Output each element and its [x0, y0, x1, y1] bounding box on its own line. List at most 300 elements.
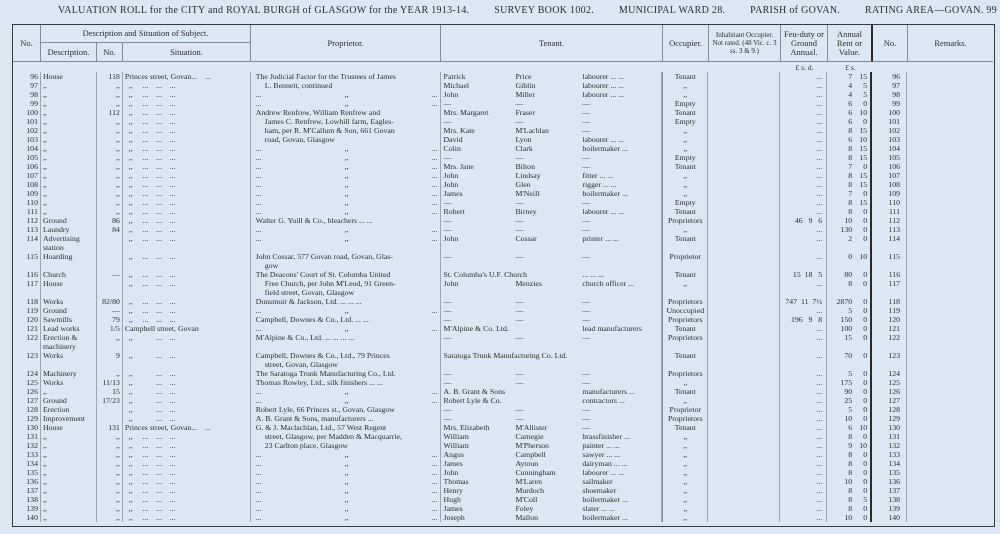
situation-cell: ,, ... ... ... — [123, 315, 251, 324]
rent-shillings-cell: 5 — [854, 81, 872, 90]
proprietor-cell: ... ,, ... — [251, 234, 441, 243]
street-number-cell: ,, — [97, 81, 123, 90]
description-cell: ,, — [41, 126, 97, 135]
row-number-cell: 137 — [13, 486, 41, 495]
situation-cell: ,, ... ... ... — [123, 225, 251, 234]
rent-pounds-cell: 5 — [848, 306, 853, 315]
header-tenant: Tenant. — [441, 25, 663, 62]
rent-shillings-cell: 0 — [854, 99, 872, 108]
situation-cell: ,, ... ... ... — [123, 279, 251, 288]
feu-duty-cell: ... — [780, 324, 827, 333]
tenant-surname-cell: M'Lachlan — [515, 126, 549, 135]
occupier-cell: Tenant — [662, 162, 708, 171]
tenant-first-name-cell: John — [443, 279, 459, 288]
situation-cell — [123, 360, 251, 369]
inhabitant-occupier-cell — [708, 396, 780, 405]
feu-duty-cell: ... — [780, 180, 827, 189]
remarks-cell — [907, 486, 993, 495]
description-cell: ,, — [41, 135, 97, 144]
feu-duty-cell: 15 18 5 — [780, 270, 827, 279]
rent-pounds-cell: 7 — [848, 189, 853, 198]
rent-pounds-cell: 15 — [844, 333, 853, 342]
rent-shillings-cell: 10 — [854, 108, 872, 117]
feu-duty-cell: ... — [780, 414, 827, 423]
tenant-surname-cell: Glen — [515, 180, 531, 189]
feu-duty-cell: ... — [780, 441, 827, 450]
tenant-surname-cell: M'Laren — [515, 477, 542, 486]
street-number-cell: ,, — [97, 162, 123, 171]
row-number-right-cell: 123 — [872, 351, 907, 360]
street-number-cell: 84 — [97, 225, 123, 234]
survey-book: SURVEY BOOK 1002. — [494, 5, 595, 16]
proprietor-cell: road, Govan, Glasgow — [251, 135, 441, 144]
tenant-occupation-cell — [580, 351, 662, 360]
table-row — [13, 180, 993, 189]
tenant-first-name-cell: John — [443, 90, 459, 99]
table-row — [13, 207, 993, 216]
tenant-first-name-cell: — — [443, 369, 452, 378]
feu-duty-cell: ... — [780, 81, 827, 90]
inhabitant-occupier-cell — [708, 306, 780, 315]
row-number-right-cell: 118 — [872, 297, 907, 306]
feu-duty-cell: ... — [780, 90, 827, 99]
description-cell: ,, — [41, 495, 97, 504]
proprietor-cell: ... ,, ... — [251, 90, 441, 99]
row-number-right-cell: 128 — [872, 405, 907, 414]
row-number-right-cell: 126 — [872, 387, 907, 396]
proprietor-cell: Dunsmuir & Jackson, Ltd. ... ... ... — [251, 297, 441, 306]
description-cell: House — [41, 72, 97, 81]
feu-duty-cell — [780, 261, 827, 270]
proprietor-cell: ... ,, ... — [251, 468, 441, 477]
rent-shillings-cell — [854, 360, 872, 369]
rent-pounds-cell: 8 — [848, 432, 853, 441]
rent-pounds-cell — [827, 342, 854, 351]
feu-duty-cell: ... — [780, 189, 827, 198]
description-cell: Ground — [41, 306, 97, 315]
remarks-cell — [907, 315, 993, 324]
feu-duty-cell: ... — [780, 225, 827, 234]
row-number-right-cell: 102 — [872, 126, 907, 135]
table-row — [13, 351, 993, 360]
table-row — [13, 81, 993, 90]
street-number-cell: ,, — [97, 171, 123, 180]
rent-pounds-cell: 8 — [848, 198, 853, 207]
tenant-first-name-cell: Joseph — [443, 513, 465, 522]
page-number: 99 — [986, 5, 997, 16]
occupier-cell: ,, — [662, 378, 708, 387]
tenant-occupation-cell: — — [580, 252, 662, 261]
description-cell: ,, — [41, 468, 97, 477]
occupier-cell — [662, 288, 708, 297]
header-proprietor: Proprietor. — [251, 25, 441, 62]
rent-pounds-cell: 4 — [848, 90, 853, 99]
row-number-cell: 135 — [13, 468, 41, 477]
row-number-cell — [13, 243, 41, 252]
remarks-cell — [907, 99, 993, 108]
street-number-cell — [97, 288, 123, 297]
remarks-cell — [907, 423, 993, 432]
situation-cell: ,, ... ... ... — [123, 153, 251, 162]
feu-duty-cell: ... — [780, 504, 827, 513]
rent-pounds-cell: 10 — [844, 216, 853, 225]
row-number-right-cell: 96 — [872, 72, 907, 81]
inhabitant-occupier-cell — [708, 72, 780, 81]
inhabitant-occupier-cell — [708, 135, 780, 144]
rent-shillings-cell: 0 — [854, 369, 872, 378]
remarks-cell — [907, 279, 993, 288]
situation-cell: ,, ... ... ... — [123, 126, 251, 135]
street-number-cell: 86 — [97, 216, 123, 225]
feu-duty-cell: ... — [780, 306, 827, 315]
remarks-cell — [907, 135, 993, 144]
rent-shillings-cell: 0 — [854, 504, 872, 513]
tenant-first-name-cell: Robert Lyle & Co. — [443, 396, 502, 405]
table-row — [13, 468, 993, 477]
row-number-cell: 104 — [13, 144, 41, 153]
tenant-first-name-cell: Mrs. Margaret — [443, 108, 489, 117]
remarks-cell — [907, 171, 993, 180]
tenant-occupation-cell: — — [580, 216, 662, 225]
row-number-cell: 125 — [13, 378, 41, 387]
row-number-cell: 106 — [13, 162, 41, 171]
remarks-cell — [907, 198, 993, 207]
situation-cell: ,, ... ... ... — [123, 495, 251, 504]
tenant-occupation-cell: rigger ... ... — [580, 180, 662, 189]
street-number-cell: ,, — [97, 90, 123, 99]
remarks-cell — [907, 333, 993, 342]
table-row — [13, 423, 993, 432]
proprietor-cell: ... ,, ... — [251, 387, 441, 396]
tenant-occupation-cell: — — [580, 405, 662, 414]
street-number-cell: ,, — [97, 207, 123, 216]
remarks-cell — [907, 108, 993, 117]
remarks-cell — [907, 396, 993, 405]
tenant-first-name-cell: — — [443, 315, 452, 324]
proprietor-cell: The Deacons' Court of St. Columba United — [251, 270, 441, 279]
row-number-cell: 100 — [13, 108, 41, 117]
tenant-first-name-cell: — — [443, 252, 452, 261]
street-number-cell: ,, — [97, 144, 123, 153]
rent-shillings-cell — [854, 243, 872, 252]
tenant-surname-cell: Lindsay — [515, 171, 541, 180]
proprietor-cell: Walter G. Yuill & Co., bleachers ... ... — [251, 216, 441, 225]
rent-pounds-cell: 6 — [848, 423, 853, 432]
rent-pounds-cell: 5 — [848, 405, 853, 414]
tenant-first-name-cell: Saratoga Trunk Manufacturing Co. Ltd. — [443, 351, 568, 360]
municipal-ward: MUNICIPAL WARD 28. — [618, 5, 726, 16]
table-row — [13, 252, 993, 261]
tenant-occupation-cell: — — [580, 414, 662, 423]
table-row — [13, 378, 993, 387]
inhabitant-occupier-cell — [708, 234, 780, 243]
tenant-occupation-cell: — — [580, 108, 662, 117]
tenant-surname-cell: M'Pherson — [515, 441, 549, 450]
remarks-cell — [907, 477, 993, 486]
tenant-surname-cell: Clark — [515, 144, 533, 153]
row-number-right-cell — [872, 288, 907, 297]
street-number-cell: ,, — [97, 189, 123, 198]
proprietor-cell: ... ,, ... — [251, 207, 441, 216]
tenant-surname-cell: Aytoun — [515, 459, 539, 468]
remarks-cell — [907, 495, 993, 504]
situation-cell: ,, ... ... ... — [123, 135, 251, 144]
row-number-right-cell: 110 — [872, 198, 907, 207]
rent-pounds-cell: 4 — [848, 81, 853, 90]
rent-pounds-cell: 6 — [848, 108, 853, 117]
remarks-cell — [907, 441, 993, 450]
tenant-occupation-cell: — — [580, 315, 662, 324]
street-number-cell: ,, — [97, 459, 123, 468]
rent-shillings-cell: 0 — [854, 207, 872, 216]
row-number-cell: 119 — [13, 306, 41, 315]
description-cell: Improvement — [41, 414, 97, 423]
rent-pounds-cell: 9 — [848, 441, 853, 450]
rent-shillings-cell: 0 — [854, 468, 872, 477]
street-number-cell: 82/80 — [97, 297, 123, 306]
rent-shillings-cell: 0 — [854, 396, 872, 405]
row-number-cell: 102 — [13, 126, 41, 135]
tenant-surname-cell — [513, 288, 580, 297]
tenant-surname-cell — [513, 261, 580, 270]
remarks-cell — [907, 306, 993, 315]
description-cell — [41, 261, 97, 270]
street-number-cell: ,, — [97, 450, 123, 459]
proprietor-cell: Campbell, Downes & Co., Ltd., 79 Princes — [251, 351, 441, 360]
rent-pounds-cell: 8 — [848, 144, 853, 153]
rent-pounds-cell: 2870 — [836, 297, 853, 306]
row-number-right-cell: 137 — [872, 486, 907, 495]
occupier-cell — [662, 243, 708, 252]
proprietor-cell: ... ,, ... — [251, 153, 441, 162]
street-number-cell: ,, — [97, 468, 123, 477]
tenant-first-name-cell — [441, 342, 514, 351]
street-number-cell — [97, 414, 123, 423]
feu-duty-cell: ... — [780, 351, 827, 360]
feu-duty-cell — [780, 360, 827, 369]
occupier-cell: Proprietor — [662, 405, 708, 414]
description-cell: ,, — [41, 117, 97, 126]
proprietor-cell: field street, Govan, Glasgow — [251, 288, 441, 297]
occupier-cell: ,, — [662, 90, 708, 99]
occupier-cell — [662, 261, 708, 270]
row-number-cell: 114 — [13, 234, 41, 243]
inhabitant-occupier-cell — [708, 513, 780, 522]
table-row — [13, 387, 993, 396]
tenant-occupation-cell: labourer ... ... — [580, 207, 662, 216]
street-number-cell: 15 — [97, 387, 123, 396]
row-number-right-cell — [872, 360, 907, 369]
inhabitant-occupier-cell — [708, 162, 780, 171]
row-number-right-cell: 133 — [872, 450, 907, 459]
tenant-surname-cell: — — [515, 225, 524, 234]
row-number-right-cell: 132 — [872, 441, 907, 450]
tenant-first-name-cell: — — [443, 198, 452, 207]
tenant-occupation-cell: — — [580, 369, 662, 378]
row-number-right-cell: 104 — [872, 144, 907, 153]
row-number-cell: 124 — [13, 369, 41, 378]
remarks-cell — [907, 270, 993, 279]
situation-cell: ,, ... ... ... — [123, 216, 251, 225]
rent-shillings-cell: 15 — [854, 126, 872, 135]
rent-pounds-cell: 6 — [848, 117, 853, 126]
proprietor-cell: Robert Lyle, 66 Princes st., Govan, Glasgow — [251, 405, 441, 414]
table-row — [13, 153, 993, 162]
row-number-cell: 115 — [13, 252, 41, 261]
rent-shillings-cell: 0 — [854, 477, 872, 486]
occupier-cell: ,, — [662, 180, 708, 189]
description-cell: ,, — [41, 81, 97, 90]
tenant-surname-cell: Foley — [515, 504, 534, 513]
rent-shillings-cell: 0 — [854, 117, 872, 126]
table-row — [13, 324, 993, 333]
street-number-cell: ,, — [97, 495, 123, 504]
description-cell: ,, — [41, 432, 97, 441]
description-cell: machinery — [41, 342, 97, 351]
rent-pounds-cell: 5 — [848, 369, 853, 378]
remarks-cell — [907, 324, 993, 333]
header-situation: Situation. — [123, 43, 251, 62]
proprietor-cell: ... ,, ... — [251, 513, 441, 522]
situation-cell — [123, 261, 251, 270]
remarks-cell — [907, 378, 993, 387]
inhabitant-occupier-cell — [708, 225, 780, 234]
tenant-occupation-cell: — — [580, 153, 662, 162]
tenant-surname-cell — [514, 351, 581, 360]
row-number-cell: 98 — [13, 90, 41, 99]
proprietor-cell: ... ,, ... — [251, 225, 441, 234]
rent-shillings-cell: 5 — [854, 90, 872, 99]
remarks-cell — [907, 225, 993, 234]
situation-cell: ,, ... ... ... — [123, 144, 251, 153]
row-number-cell: 120 — [13, 315, 41, 324]
tenant-surname-cell: — — [515, 198, 524, 207]
remarks-cell — [907, 234, 993, 243]
table-row — [13, 216, 993, 225]
feu-duty-cell — [780, 342, 827, 351]
remarks-cell — [907, 351, 993, 360]
remarks-cell — [907, 90, 993, 99]
proprietor-cell — [251, 342, 441, 351]
description-cell: House — [41, 423, 97, 432]
row-number-cell: 116 — [13, 270, 41, 279]
row-number-cell: 108 — [13, 180, 41, 189]
tenant-occupation-cell: — — [580, 126, 662, 135]
description-cell: Laundry — [41, 225, 97, 234]
remarks-cell — [907, 432, 993, 441]
rent-shillings-cell: 0 — [854, 459, 872, 468]
street-number-cell: 112 — [97, 108, 123, 117]
feu-duty-cell: ... — [780, 279, 827, 288]
situation-cell: ,, ... ... ... — [123, 477, 251, 486]
street-number-cell: ,, — [97, 369, 123, 378]
inhabitant-occupier-cell — [708, 216, 780, 225]
inhabitant-occupier-cell — [708, 342, 780, 351]
tenant-surname-cell: — — [515, 252, 524, 261]
description-cell: ,, — [41, 459, 97, 468]
tenant-occupation-cell: manufacturers ... — [580, 387, 662, 396]
row-number-cell: 126 — [13, 387, 41, 396]
feu-duty-cell — [780, 288, 827, 297]
situation-cell: Campbell street, Govan — [123, 324, 251, 333]
table-body — [13, 72, 993, 522]
row-number-right-cell: 136 — [872, 477, 907, 486]
rent-shillings-cell: 0 — [854, 225, 872, 234]
remarks-cell — [907, 126, 993, 135]
inhabitant-occupier-cell — [708, 243, 780, 252]
table-row — [13, 234, 993, 243]
description-cell: Erection — [41, 405, 97, 414]
row-number-cell — [13, 288, 41, 297]
street-number-cell — [97, 342, 123, 351]
description-cell — [41, 360, 97, 369]
street-number-cell: ,, — [97, 486, 123, 495]
proprietor-cell: ... ,, ... — [251, 504, 441, 513]
situation-cell: ,, ... ... ... — [123, 99, 251, 108]
row-number-right-cell: 125 — [872, 378, 907, 387]
rent-pounds-cell: 100 — [840, 324, 853, 333]
table-row — [13, 297, 993, 306]
tenant-surname-cell: — — [515, 414, 524, 423]
situation-cell: ,, ... ... ... — [123, 108, 251, 117]
description-cell: Works — [41, 297, 97, 306]
tenant-surname-cell: — — [515, 333, 524, 342]
street-number-cell: 1/5 — [97, 324, 123, 333]
remarks-cell — [907, 117, 993, 126]
tenant-occupation-cell: shoemaker — [580, 486, 662, 495]
tenant-surname-cell — [513, 396, 580, 405]
row-number-cell — [13, 342, 41, 351]
table-row — [13, 189, 993, 198]
inhabitant-occupier-cell — [708, 117, 780, 126]
row-number-right-cell: 127 — [872, 396, 907, 405]
tenant-occupation-cell: boilermaker ... — [580, 189, 662, 198]
row-number-right-cell — [872, 261, 907, 270]
row-number-cell: 129 — [13, 414, 41, 423]
tenant-first-name-cell: Angus — [443, 450, 464, 459]
rent-pounds-cell: 8 — [848, 459, 853, 468]
feu-duty-cell — [780, 243, 827, 252]
rent-pounds-cell: 8 — [848, 207, 853, 216]
table-row — [13, 135, 993, 144]
rent-pounds-cell: 8 — [848, 153, 853, 162]
feu-duty-cell: ... — [780, 207, 827, 216]
tenant-occupation-cell: — — [580, 306, 662, 315]
description-cell: station — [41, 243, 97, 252]
tenant-occupation-cell: — — [580, 333, 662, 342]
table-row — [13, 459, 993, 468]
tenant-surname-cell — [513, 360, 580, 369]
tenant-first-name-cell — [441, 360, 514, 369]
situation-cell: ,, ... ... ... — [123, 513, 251, 522]
header-description-group: Description and Situation of Subject. — [41, 25, 251, 43]
occupier-cell: ,, — [662, 504, 708, 513]
street-number-cell: 17/23 — [97, 396, 123, 405]
header-description: Description. — [41, 43, 97, 62]
tenant-surname-cell: Cunningham — [515, 468, 556, 477]
inhabitant-occupier-cell — [708, 378, 780, 387]
proprietor-cell: M'Alpine & Co., Ltd. ... ... ... ... — [251, 333, 441, 342]
tenant-first-name-cell: John — [443, 180, 459, 189]
description-cell: ,, — [41, 90, 97, 99]
table-row — [13, 414, 993, 423]
rent-units: £ s. — [845, 63, 856, 72]
street-number-cell — [97, 279, 123, 288]
row-number-right-cell: 140 — [872, 513, 907, 522]
remarks-cell — [907, 180, 993, 189]
tenant-surname-cell — [513, 243, 580, 252]
inhabitant-occupier-cell — [708, 126, 780, 135]
